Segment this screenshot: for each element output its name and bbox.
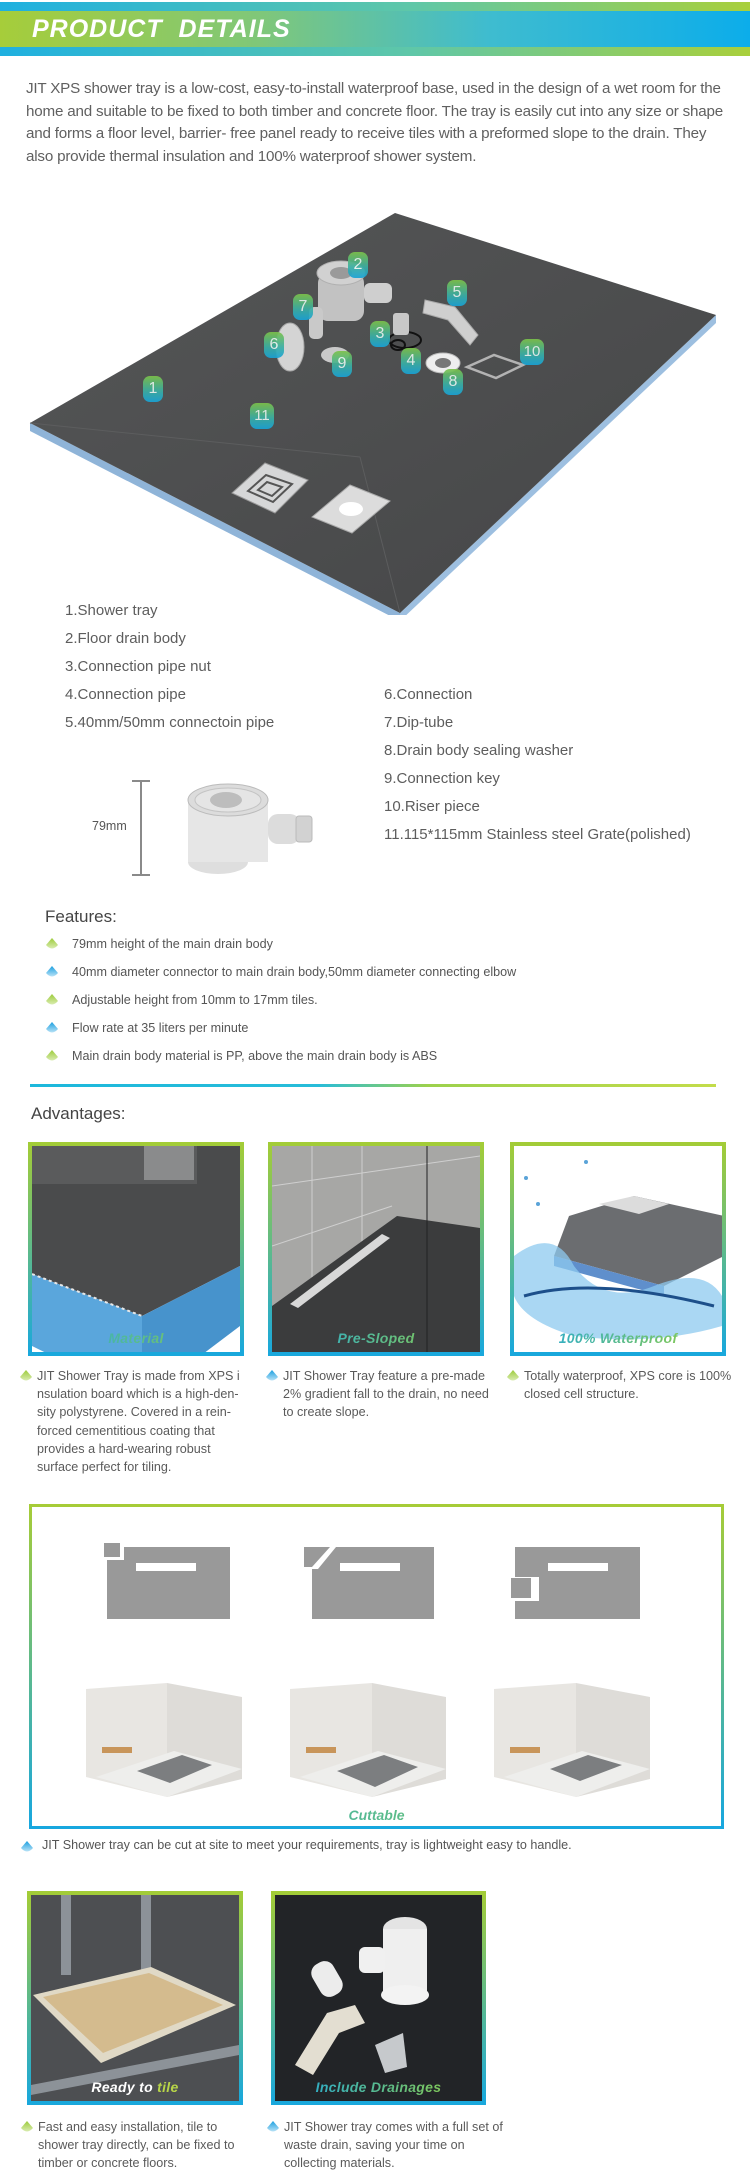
- part-item: 9.Connection key: [384, 770, 500, 787]
- green-drop-bullet-icon: [507, 1370, 519, 1382]
- section-divider: [30, 1084, 716, 1087]
- drain-body-image: [158, 780, 338, 880]
- material-description: JIT Shower Tray is made from XPS i nsulation board which is a high-den- sity polystyrene. Covered in a rein- forced cementitious coating that provides a hard-wearing robust surface perfect for tiling.: [37, 1367, 242, 1476]
- material-photo: [32, 1146, 240, 1352]
- green-drop-bullet-icon: [46, 938, 58, 950]
- feature-item: [45, 958, 516, 986]
- waterproof-description: Totally waterproof, XPS core is 100% closed cell structure.: [524, 1367, 744, 1403]
- card-caption: Ready to tile: [91, 2079, 179, 2095]
- blue-drop-bullet-icon: [46, 1022, 58, 1034]
- page-title: PRODUCT DETAILS: [32, 15, 291, 43]
- section-header: [0, 2, 750, 56]
- advantage-card-waterproof: [510, 1142, 726, 1356]
- card-caption: Include Drainages: [275, 2079, 482, 2095]
- ready-to-tile-description: Fast and easy installation, tile to shower tray directly, can be fixed to timber or concrete floors.: [38, 2118, 253, 2173]
- dimension-tick-bottom: [132, 874, 150, 876]
- ready-to-tile-photo: [31, 1895, 239, 2101]
- feature-text: Main drain body material is PP, above the main drain body is ABS: [72, 1049, 438, 1063]
- callout-badge-9: 9: [332, 351, 352, 377]
- advantage-card-ready-to-tile: [27, 1891, 243, 2105]
- part-item: 1.Shower tray: [65, 602, 158, 619]
- advantage-card-include-drainages: [271, 1891, 486, 2105]
- card-caption: 100% Waterproof: [514, 1330, 722, 1346]
- feature-item: [45, 930, 516, 958]
- green-drop-bullet-icon: [20, 1370, 32, 1382]
- callout-badge-2: 2: [348, 252, 368, 278]
- callout-badge-4: 4: [401, 348, 421, 374]
- features-heading: Features:: [45, 907, 117, 926]
- callout-badge-8: 8: [443, 369, 463, 395]
- callout-badge-3: 3: [370, 321, 390, 347]
- advantage-card-pre-sloped: [268, 1142, 484, 1356]
- callout-badge-10: 10: [520, 339, 544, 365]
- green-drop-bullet-icon: [46, 994, 58, 1006]
- parts-list-left: [65, 597, 274, 737]
- card-caption: Pre-Sloped: [272, 1330, 480, 1346]
- cuttable-description: JIT Shower tray can be cut at site to meet your requirements, tray is lightweight easy to handle.: [42, 1838, 572, 1852]
- tray-illustration: [0, 195, 750, 615]
- waterproof-photo: [514, 1146, 722, 1352]
- part-item: 7.Dip-tube: [384, 714, 454, 731]
- cut-shapes-illustration: [32, 1507, 721, 1807]
- advantages-heading: Advantages:: [31, 1104, 126, 1123]
- callout-badge-1: 1: [143, 376, 163, 402]
- part-item: 3.Connection pipe nut: [65, 658, 211, 675]
- room-render-2: [290, 1683, 446, 1797]
- part-item: 6.Connection: [384, 686, 473, 703]
- callout-badge-5: 5: [447, 280, 467, 306]
- feature-text: 79mm height of the main drain body: [72, 937, 273, 951]
- pre-sloped-photo: [272, 1146, 480, 1352]
- part-item: 11.115*115mm Stainless steel Grate(polished): [384, 826, 691, 843]
- callout-badge-6: 6: [264, 332, 284, 358]
- card-caption: Material: [32, 1330, 240, 1346]
- pre-sloped-description: JIT Shower Tray feature a pre-made 2% gradient fall to the drain, no need to create slope.: [283, 1367, 498, 1422]
- feature-text: Adjustable height from 10mm to 17mm tiles.: [72, 993, 318, 1007]
- feature-text: Flow rate at 35 liters per minute: [72, 1021, 249, 1035]
- blue-drop-bullet-icon: [267, 2121, 279, 2133]
- part-item: 8.Drain body sealing washer: [384, 742, 574, 759]
- parts-list-right: [384, 681, 691, 849]
- drain-dimension-figure: [90, 780, 350, 880]
- feature-item: [45, 1014, 516, 1042]
- green-drop-bullet-icon: [46, 1050, 58, 1062]
- tray-exploded-diagram: [0, 195, 750, 615]
- advantage-card-material: [28, 1142, 244, 1356]
- callout-badge-11: 11: [250, 403, 274, 429]
- callout-badge-7: 7: [293, 294, 313, 320]
- dimension-line: [140, 780, 142, 876]
- part-item: 10.Riser piece: [384, 798, 480, 815]
- part-item: 5.40mm/50mm connectoin pipe: [65, 714, 275, 731]
- room-render-1: [86, 1683, 242, 1797]
- drainages-photo: [275, 1895, 482, 2101]
- feature-text: 40mm diameter connector to main drain body,50mm diameter connecting elbow: [72, 965, 517, 979]
- include-drainages-description: JIT Shower tray comes with a full set of waste drain, saving your time on collecting materials.: [284, 2118, 509, 2173]
- blue-drop-bullet-icon: [266, 1370, 278, 1382]
- green-drop-bullet-icon: [21, 2121, 33, 2133]
- cuttable-figure: [29, 1504, 724, 1829]
- feature-item: [45, 986, 516, 1014]
- blue-drop-bullet-icon: [46, 966, 58, 978]
- header-stripe-bottom: [0, 47, 750, 56]
- header-stripe-top: [0, 2, 750, 11]
- part-item: 4.Connection pipe: [65, 686, 186, 703]
- part-item: 2.Floor drain body: [65, 630, 186, 647]
- room-render-3: [494, 1683, 650, 1797]
- feature-item: [45, 1042, 516, 1070]
- dimension-label: 79mm: [92, 819, 127, 833]
- features-list: [45, 930, 516, 1070]
- intro-paragraph: JIT XPS shower tray is a low-cost, easy-to-install waterproof base, used in the design of a wet room for the home and suitable to be fixed to both timber and concrete floor. The tray is easily cut into any size or shape and forms a floor level, barrier- free panel ready to receive tiles with a preformed slope to the drain. They also provide thermal insulation and 100% waterproof shower system.: [26, 80, 724, 165]
- cuttable-caption: Cuttable: [32, 1807, 721, 1823]
- blue-drop-bullet-icon: [21, 1841, 33, 1853]
